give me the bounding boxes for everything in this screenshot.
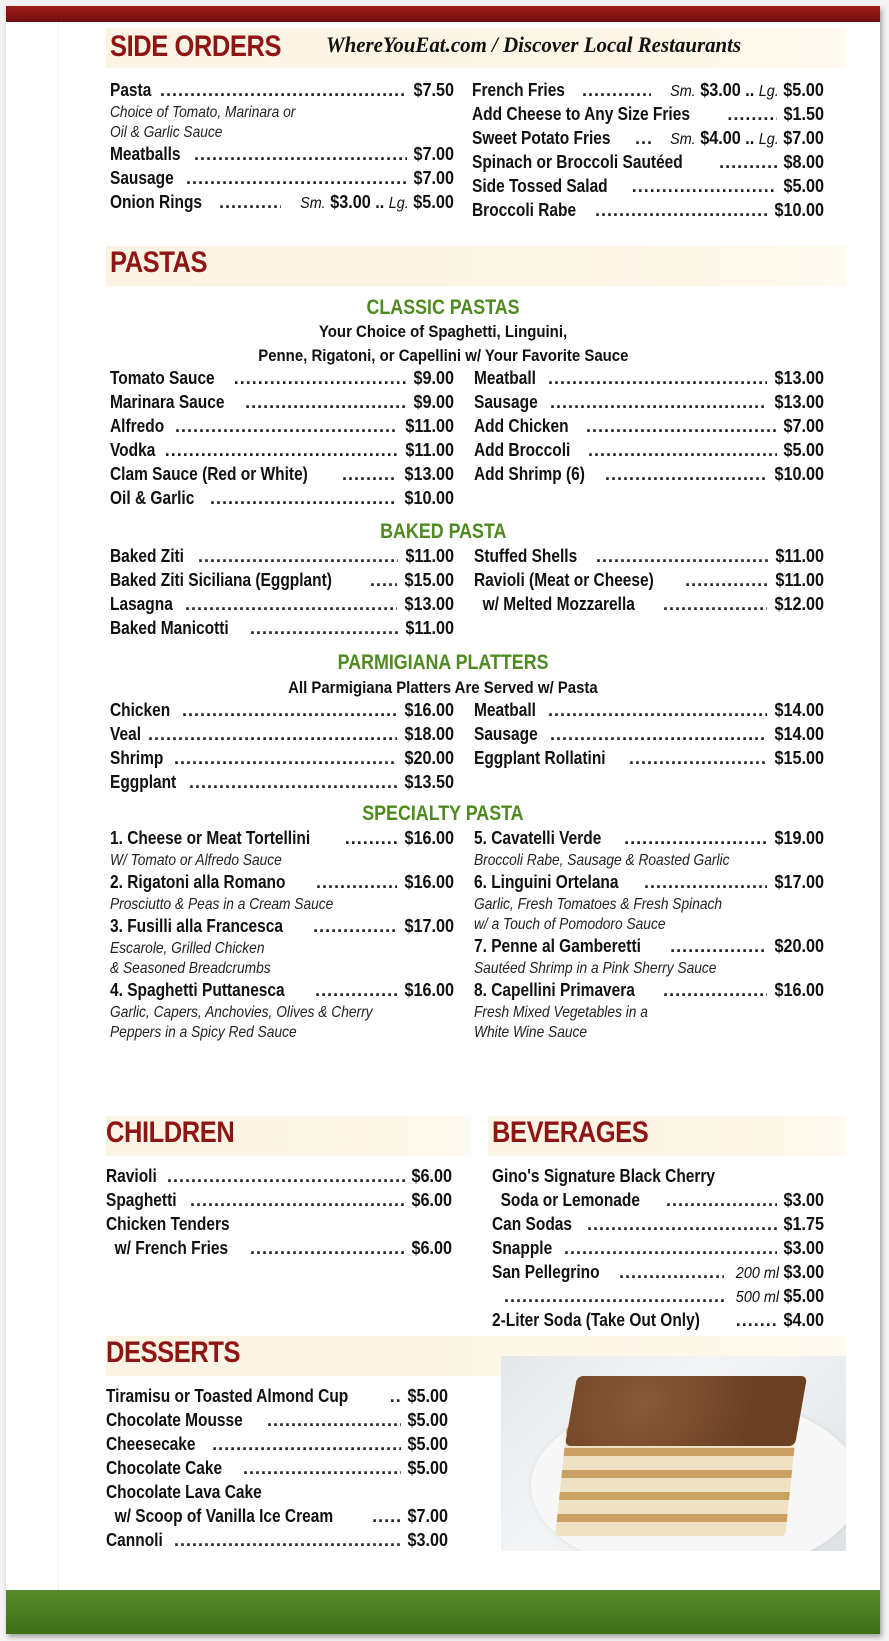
menu-item: w/ French Fries ..... $6.00 (106, 1238, 452, 1262)
item-price: $7.50 (413, 80, 454, 100)
section-title-children: CHILDREN (106, 1116, 235, 1149)
menu-item: ..... 500 ml $5.00 (492, 1286, 824, 1310)
section-band-pastas (106, 246, 846, 286)
item-description: Fresh Mixed Vegetables in a (474, 1004, 648, 1021)
menu-item: Chocolate Mousse ..... $5.00 (106, 1410, 448, 1434)
menu-item: Chicken Tenders (106, 1214, 230, 1234)
classic-pastas-left-list (110, 368, 454, 512)
menu-item: 4. Spaghetti Puttanesca ..... $16.00 (110, 980, 454, 1004)
menu-item: Spaghetti ..... $6.00 (106, 1190, 452, 1214)
menu-item: Spinach or Broccoli Sautéed ..... $8.00 (472, 152, 824, 176)
item-description: Escarole, Grilled Chicken (110, 940, 265, 957)
menu-item: Sweet Potato Fries ..... Sm. $4.00 .. Lg. $7.00 (472, 128, 824, 152)
menu-page (6, 6, 880, 1634)
item-description: Sautéed Shrimp in a Pink Sherry Sauce (474, 960, 717, 977)
classic-pastas-note-line2: Penne, Rigatoni, or Capellini w/ Your Favorite Sauce (257, 346, 629, 365)
subheading-classic-pastas: CLASSIC PASTAS (366, 296, 520, 319)
menu-item: Ravioli (Meat or Cheese) ..... $11.00 (474, 570, 824, 594)
baked-pasta-left-list (110, 546, 454, 642)
menu-item: 8. Capellini Primavera ..... $16.00 (474, 980, 824, 1004)
item-description: w/ a Touch of Pomodoro Sauce (474, 916, 666, 933)
item-description: W/ Tomato or Alfredo Sauce (110, 852, 282, 869)
menu-item: Add Cheese to Any Size Fries ..... $1.50 (472, 104, 824, 128)
baked-pasta-right-list (474, 546, 824, 618)
menu-item: Baked Ziti ..... $11.00 (110, 546, 454, 570)
item-description: Garlic, Fresh Tomatoes & Fresh Spinach (474, 896, 723, 913)
menu-item: Tomato Sauce ..... $9.00 (110, 368, 454, 392)
desserts-list (106, 1386, 448, 1554)
menu-item: 6. Linguini Ortelana ..... $17.00 (474, 872, 824, 896)
menu-item: Marinara Sauce ..... $9.00 (110, 392, 454, 416)
menu-item: 2. Rigatoni alla Romano ..... $16.00 (110, 872, 454, 896)
children-list (106, 1166, 452, 1262)
parmigiana-right-list (474, 700, 824, 772)
menu-item: Chocolate Cake ..... $5.00 (106, 1458, 448, 1482)
subheading-parmigiana-platters: PARMIGIANA PLATTERS (337, 651, 549, 674)
menu-item: Soda or Lemonade ..... $3.00 (492, 1190, 824, 1214)
menu-item: Baked Ziti Siciliana (Eggplant) ..... $15.00 (110, 570, 454, 594)
subheading-baked-pasta: BAKED PASTA (379, 520, 507, 543)
item-description: Oil & Garlic Sauce (110, 124, 223, 141)
menu-item: Stuffed Shells ..... $11.00 (474, 546, 824, 570)
menu-item: 7. Penne al Gamberetti ..... $20.00 (474, 936, 824, 960)
menu-item: 2-Liter Soda (Take Out Only) ..... $4.00 (492, 1310, 824, 1334)
menu-item: w/ Scoop of Vanilla Ice Cream ..... $7.00 (106, 1506, 448, 1530)
menu-item: Add Broccoli ..... $5.00 (474, 440, 824, 464)
specialty-left-list (110, 828, 454, 1044)
parmigiana-note: All Parmigiana Platters Are Served w/ Pasta (288, 678, 598, 697)
item-description: & Seasoned Breadcrumbs (110, 960, 271, 977)
item-description: Peppers in a Spicy Red Sauce (110, 1024, 297, 1041)
menu-item: Sausage ..... $7.00 (110, 168, 454, 192)
classic-pastas-right-list (474, 368, 824, 488)
specialty-right-list (474, 828, 824, 1044)
menu-item: Onion Rings ..... Sm. $3.00 .. Lg. $5.00 (110, 192, 454, 216)
menu-item: Side Tossed Salad ..... $5.00 (472, 176, 824, 200)
item-description: Choice of Tomato, Marinara or (110, 104, 296, 121)
side-orders-right-list (472, 80, 824, 224)
menu-item: Tiramisu or Toasted Almond Cup ..... $5.00 (106, 1386, 448, 1410)
subheading-specialty-pasta: SPECIALTY PASTA (362, 802, 524, 825)
item-description: White Wine Sauce (474, 1024, 588, 1041)
menu-item: San Pellegrino ..... 200 ml $3.00 (492, 1262, 824, 1286)
menu-item: Add Chicken ..... $7.00 (474, 416, 824, 440)
menu-item: Lasagna ..... $13.00 (110, 594, 454, 618)
bottom-color-bar (6, 1590, 880, 1634)
menu-item: Ravioli ..... $6.00 (106, 1166, 452, 1190)
menu-item: Eggplant Rollatini ..... $15.00 (474, 748, 824, 772)
menu-item: Cannoli ..... $3.00 (106, 1530, 448, 1554)
menu-item: Shrimp ..... $20.00 (110, 748, 454, 772)
section-title-desserts: DESSERTS (106, 1336, 241, 1369)
menu-item: Veal ..... $18.00 (110, 724, 454, 748)
parmigiana-left-list (110, 700, 454, 796)
menu-item: Vodka ..... $11.00 (110, 440, 454, 464)
tiramisu-photo (501, 1356, 846, 1551)
section-title-pastas: PASTAS (110, 246, 208, 279)
menu-item: Eggplant ..... $13.50 (110, 772, 454, 796)
menu-item: Chicken ..... $16.00 (110, 700, 454, 724)
menu-item: Baked Manicotti ..... $11.00 (110, 618, 454, 642)
classic-pastas-note-line1: Your Choice of Spaghetti, Linguini, (318, 322, 568, 341)
menu-item: Alfredo ..... $11.00 (110, 416, 454, 440)
menu-item: Meatballs ..... $7.00 (110, 144, 454, 168)
menu-item: Sausage ..... $14.00 (474, 724, 824, 748)
menu-item: Meatball ..... $13.00 (474, 368, 824, 392)
menu-item: 5. Cavatelli Verde ..... $19.00 (474, 828, 824, 852)
menu-item: Snapple ..... $3.00 (492, 1238, 824, 1262)
cocoa-top-shape (565, 1376, 807, 1446)
menu-item: 1. Cheese or Meat Tortellini ..... $16.00 (110, 828, 454, 852)
menu-item: Oil & Garlic ..... $10.00 (110, 488, 454, 512)
menu-item: Clam Sauce (Red or White) ..... $13.00 (110, 464, 454, 488)
section-title-side-orders: SIDE ORDERS (110, 30, 282, 63)
menu-item: 3. Fusilli alla Francesca ..... $17.00 (110, 916, 454, 940)
menu-item: Broccoli Rabe ..... $10.00 (472, 200, 824, 224)
menu-item: Add Shrimp (6) ..... $10.00 (474, 464, 824, 488)
item-name: Pasta (110, 80, 152, 100)
menu-item: Meatball ..... $14.00 (474, 700, 824, 724)
menu-item: Chocolate Lava Cake (106, 1482, 262, 1502)
item-description: Prosciutto & Peas in a Cream Sauce (110, 896, 334, 913)
item-description: Broccoli Rabe, Sausage & Roasted Garlic (474, 852, 730, 869)
menu-item: Gino's Signature Black Cherry (492, 1166, 716, 1186)
top-color-bar (6, 6, 880, 22)
site-banner: WhereYouEat.com / Discover Local Restaurants (326, 32, 742, 57)
section-title-beverages: BEVERAGES (492, 1116, 649, 1149)
side-orders-left-list (110, 80, 454, 216)
menu-item: w/ Melted Mozzarella ..... $12.00 (474, 594, 824, 618)
menu-item: French Fries ..... Sm. $3.00 .. Lg. $5.00 (472, 80, 824, 104)
menu-item: Can Sodas ..... $1.75 (492, 1214, 824, 1238)
beverages-list (492, 1166, 824, 1334)
menu-item (110, 80, 454, 104)
menu-item: Cheesecake ..... $5.00 (106, 1434, 448, 1458)
menu-item: Sausage ..... $13.00 (474, 392, 824, 416)
item-description: Garlic, Capers, Anchovies, Olives & Cherry (110, 1004, 373, 1021)
